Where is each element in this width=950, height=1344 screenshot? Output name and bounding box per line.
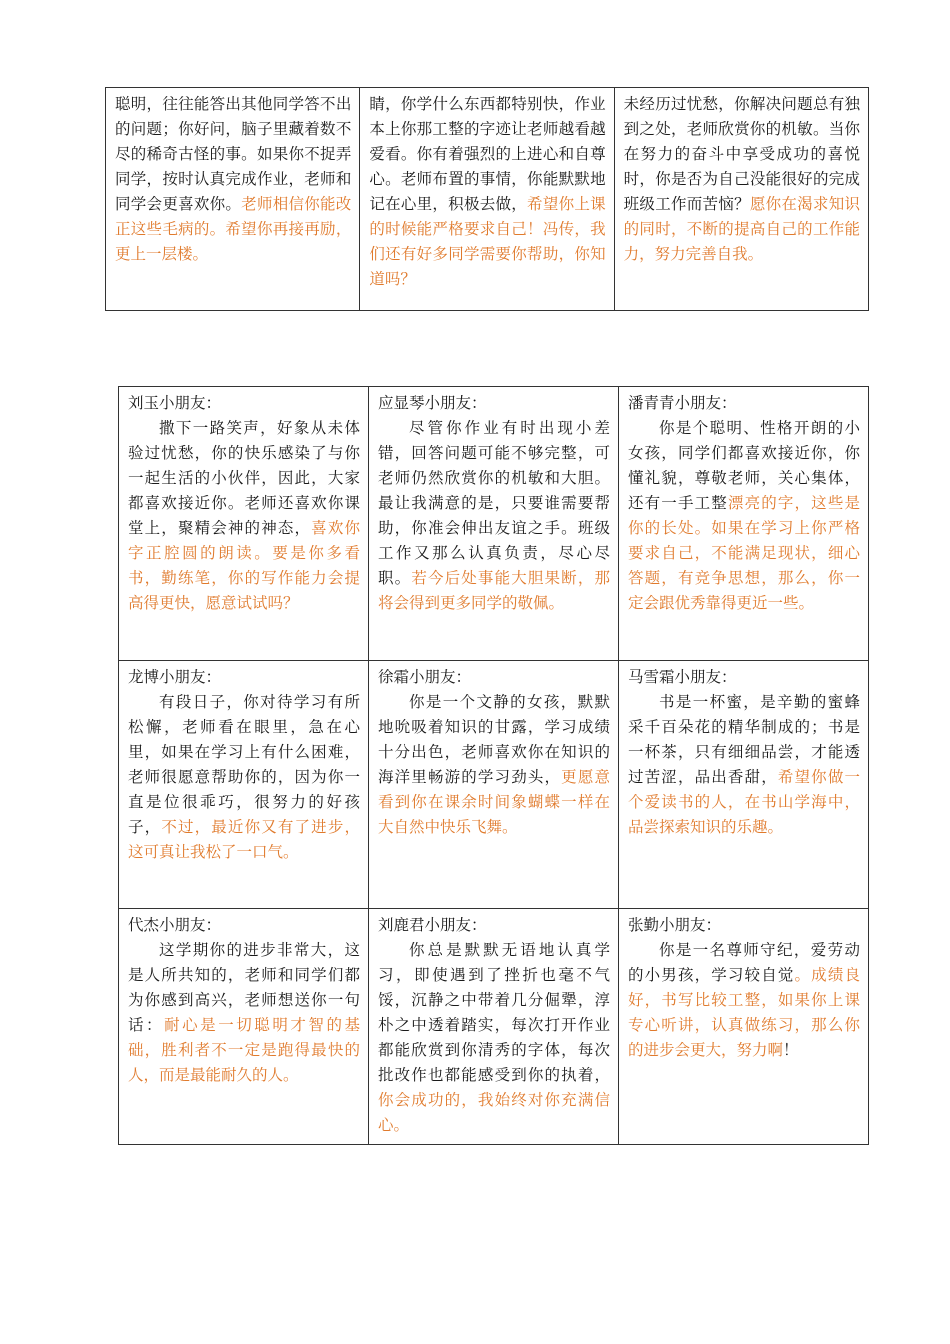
top-cell-1-text: 聪明，往往能答出其他同学答不出的问题；你好问，脑子里藏着数不尽的稀奇古怪的事。如果你不捉弄同学，按时认真完成作业，老师和同学会更喜欢你。 [115,95,352,213]
comment-highlight: 更愿意看到你在课余时间象蝴蝶一样在大自然中快乐飞舞。 [378,768,610,836]
comment-cell-yingxianqin [369,387,619,661]
comment-body [378,416,610,616]
student-name: 龙博小朋友： [128,668,222,686]
comment-cell-daijie [119,909,369,1145]
comment-body [628,690,860,840]
top-cell-3 [614,88,868,311]
comment-highlight: 漂亮的字，这些是你的长处。如果在学习上你严格要求自己，不能满足现状，细心答题，有竞争思想，那么，你一定会跟优秀靠得更近一些。 [628,494,860,612]
comment-text: 你是一个文静的女孩，默默地吮吸着知识的甘露，学习成绩十分出色，老师喜欢你在知识的海洋里畅游的学习劲头， [378,693,610,786]
comment-body [128,416,360,616]
top-cell-2-highlight: 希望你上课的时候能严格要求自己！冯传，我们还有好多同学需要你帮助，你知道吗？ [369,195,606,288]
comment-cell-maxueshuang [619,661,869,909]
comment-highlight: 若今后处事能大胆果断，那将会得到更多同学的敬佩。 [378,569,610,612]
comment-cell-xushuang [369,661,619,909]
student-name: 刘玉小朋友： [128,394,222,412]
comment-cell-longbo [119,661,369,909]
comment-text: 你是一名尊师守纪，爱劳动的小男孩，学习较自觉 [628,941,860,984]
student-name: 马雪霜小朋友： [628,668,737,686]
student-name: 潘青青小朋友： [628,394,737,412]
student-name: 刘鹿君小朋友： [378,916,487,934]
student-comment-table [118,386,869,1145]
student-name: 徐霜小朋友： [378,668,472,686]
comment-highlight: 不过，最近你又有了进步，这可真让我松了一口气。 [128,818,360,861]
comment-text: 你是个聪明、性格开朗的小女孩，同学们都喜欢接近你，你懂礼貌，尊敬老师，关心集体，还有一手工整 [628,419,860,512]
top-cell-3-highlight: 愿你在渴求知识的同时，不断的提高自己的工作能力，努力完善自我。 [623,195,860,263]
comment-text: 尽管你作业有时出现小差错，回答问题可能不够完整，可老师仍然欣赏你的机敏和大胆。最让我满意的是，只要谁需要帮助，你准会伸出友谊之手。班级工作又那么认真负责，尽心尽职。 [378,419,610,587]
comment-text: 书是一杯蜜，是辛勤的蜜蜂采千百朵花的精华制成的；书是一杯茶，只有细细品尝，才能透过苦涩，品出香甜， [628,693,860,786]
top-cell-2-text: 睛，你学什么东西都特别快，作业本上你那工整的字迹让老师越看越爱看。你有着强烈的上进心和自尊心。老师布置的事情，你能默默地记在心里，积极去做， [369,95,606,213]
top-cell-1-highlight: 老师相信你能改正这些毛病的。希望你再接再励，更上一层楼。 [115,195,352,263]
comment-highlight: 。成绩良好，书写比较工整，如果你上课专心听讲，认真做练习，那么你的进步会更大，努力啊 [628,966,860,1059]
comment-highlight: 你会成功的，我始终对你充满信心。 [378,1091,610,1134]
comment-cell-panqingqing [619,387,869,661]
comment-highlight: 希望你做一个爱读书的人，在书山学海中，品尝探索知识的乐趣。 [628,768,860,836]
top-comment-table [105,87,869,311]
student-name: 张勤小朋友： [628,916,722,934]
student-name: 应显琴小朋友： [378,394,487,412]
comment-body [628,416,860,616]
top-cell-2 [360,88,614,311]
comment-text: 撒下一路笑声，好象从未体验过忧愁，你的快乐感染了与你一起生活的小伙伴，因此，大家都喜欢接近你。老师还喜欢你课堂上，聚精会神的神态， [128,419,360,537]
top-cell-3-text: 未经历过忧愁，你解决问题总有独到之处，老师欣赏你的机敏。当你在努力的奋斗中享受成功的喜悦时，你是否为自己没能很好的完成班级工作而苦恼？ [623,95,860,213]
comment-cell-zhangqin [619,909,869,1145]
comment-body [378,938,610,1138]
comment-body [128,690,360,865]
comment-text: 你总是默默无语地认真学习，即使遇到了挫折也毫不气馁，沉静之中带着几分倔犟，淳朴之中透着踏实，每次打开作业都能欣赏到你清秀的字体，每次批改作也都能感受到你的执着， [378,941,610,1084]
student-name: 代杰小朋友： [128,916,222,934]
comment-body [628,938,860,1063]
comment-highlight: 耐心是一切聪明才智的基础，胜利者不一定是跑得最快的人，而是最能耐久的人。 [128,1016,360,1084]
comment-body [378,690,610,840]
comment-body [128,938,360,1088]
comment-text: 有段日子，你对待学习有所松懈，老师看在眼里，急在心里，如果在学习上有什么困难，老师很愿意帮助你的，因为你一直是位很乖巧，很努力的好孩子， [128,693,360,836]
top-cell-1 [106,88,360,311]
comment-highlight: 喜欢你字正腔圆的朗读。要是你多看书，勤练笔，你的写作能力会提高得更快，愿意试试吗？ [128,519,360,612]
comment-cell-liulujun [369,909,619,1145]
comment-text: 这学期你的进步非常大，这是人所共知的，老师和同学们都为你感到高兴，老师想送你一句话： [128,941,360,1034]
comment-tail: ！ [783,1041,799,1059]
comment-cell-liuyu [119,387,369,661]
